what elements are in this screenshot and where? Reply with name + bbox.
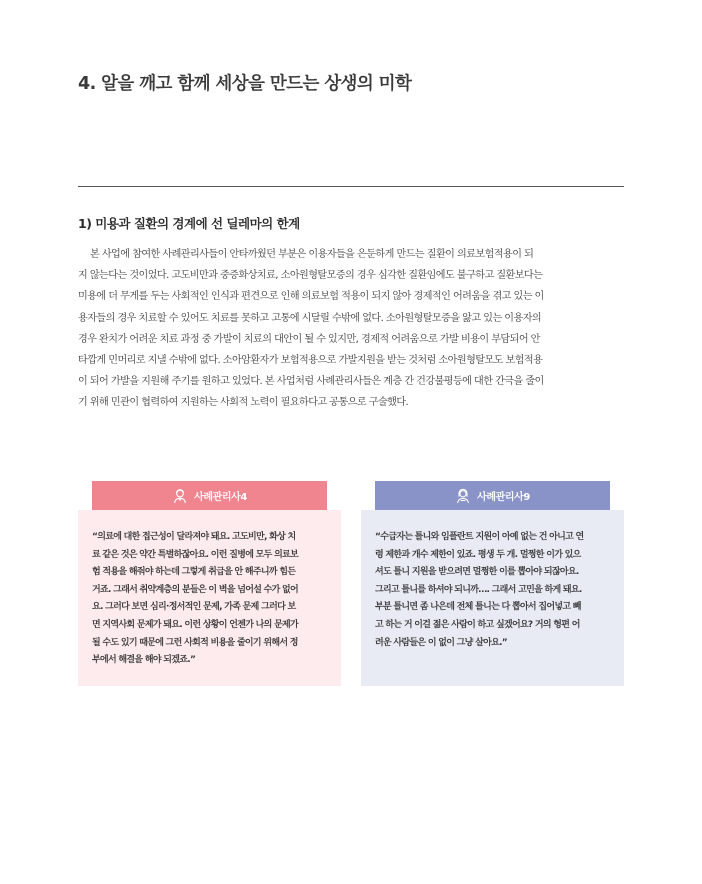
body-line: 용자들의 경우 치료할 수 있어도 치료를 못하고 고통에 시달릴 수밖에 없다. 소아원형탈모증을 앓고 있는 이용자의	[78, 312, 542, 324]
quote-line: 료 같은 것은 약간 특별하잖아요. 이런 질병에 모두 의료보	[92, 549, 299, 560]
quote-line: 부에서 해결을 해야 되겠죠.”	[92, 655, 196, 666]
chapter-title: 4. 알을 깨고 함께 세상을 만드는 상생의 미학	[78, 74, 412, 94]
body-line: 기 위해 민관이 협력하여 지원하는 사회적 노력이 필요하다고 공통으로 구술했다.	[78, 397, 409, 409]
body-line: 본 사업에 참여한 사례관리사들이 안타까웠던 부분은 이용자들을 은둔하게 만드는 질환이 의료보험적용이 되	[90, 249, 534, 260]
quote-line: “수급자는 틀니와 임플란트 지원이 아예 없는 건 아니고 연	[375, 532, 584, 542]
case-manager-label: 사례관리사9	[477, 492, 530, 503]
quote-card-body	[78, 510, 341, 686]
body-line: 미용에 더 무게를 두는 사회적인 인식과 편견으로 인해 의료보험 적용이 되지 않아 경제적인 어려움을 겪고 있는 이	[78, 291, 544, 303]
quote-line: 거죠. 그래서 취약계층의 분들은 이 벽을 넘어설 수가 없어	[92, 584, 299, 595]
quote-line: 령 제한과 개수 제한이 있죠. 평생 두 개. 멀쩡한 이가 있으	[375, 549, 581, 560]
section-title: 1) 미용과 질환의 경계에 선 딜레마의 한계	[78, 216, 300, 231]
female-person-icon	[172, 488, 188, 504]
quote-line: 고 하는 거 이걸 젊은 사람이 하고 싶겠어요? 거의 형편 어	[375, 619, 580, 630]
quote-line: 그리고 틀니를 하셔야 되니까…. 그래서 고민을 하게 돼요.	[375, 584, 582, 595]
quote-line: 려운 사람들은 이 없이 그냥 살아요.”	[375, 637, 508, 648]
quote-line: 요. 그러다 보면 심리·정서적인 문제, 가족 문제 그러다 보	[92, 602, 296, 613]
quote-line: 험 적용을 해줘야 하는데 그렇게 취급을 안 해주니까 힘든	[92, 567, 296, 578]
body-line: 경우 완치가 어려운 치료 과정 중 가발이 치료의 대안이 될 수 있지만, 경제적 어려움으로 가발 비용이 부담되어 안	[78, 333, 540, 345]
quote-line: “의료에 대한 접근성이 달라져야 돼요. 고도비만, 화상 치	[92, 532, 296, 542]
quote-card-header	[92, 481, 327, 510]
female-person-icon	[455, 488, 471, 504]
body-paragraph	[78, 244, 624, 414]
body-line: 이 되어 가발을 지원해 주기를 원하고 있었다. 본 사업처럼 사례관리사들은 계층 간 건강불평등에 대한 간극을 줄이	[78, 376, 544, 388]
quote-line: 될 수도 있기 때문에 그런 사회적 비용을 줄이기 위해서 정	[92, 637, 298, 648]
body-line: 지 않는다는 것이었다. 고도비만과 중증화상치료, 소아원형탈모증의 경우 심각한 질환임에도 불구하고 질환보다는	[78, 270, 543, 282]
quote-card-header	[375, 481, 610, 510]
quote-card-body	[361, 510, 624, 686]
case-manager-label: 사례관리사4	[194, 492, 247, 503]
quote-line: 면 지역사회 문제가 돼요. 이런 상황이 언젠가 나의 문제가	[92, 619, 299, 630]
quote-line: 셔도 틀니 지원을 받으려면 멀쩡한 이를 뽑아야 되잖아요.	[375, 567, 579, 578]
body-line: 타깝게 민머리로 지낼 수밖에 없다. 소아암환자가 보험적용으로 가발지원을 받는 것처럼 소아원형탈모도 보험적용	[78, 355, 543, 367]
quote-line: 부분 틀니면 좀 나은데 전체 틀니는 다 뽑아서 집어넣고 빼	[375, 602, 581, 613]
divider	[78, 186, 624, 187]
